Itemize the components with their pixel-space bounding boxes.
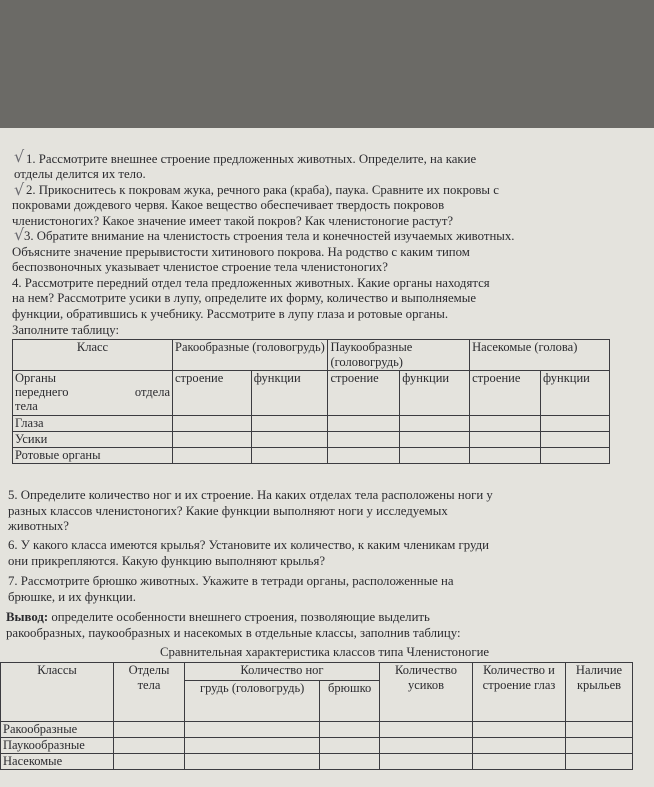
table-cell[interactable]	[328, 448, 400, 464]
organs-table	[12, 339, 610, 464]
check-mark-icon: √	[14, 147, 25, 166]
body-label: тела	[15, 399, 38, 413]
header-classes: Классы	[1, 663, 114, 722]
table-cell[interactable]	[114, 754, 185, 770]
row-label-antennae: Усики	[13, 432, 173, 448]
row-label-arachnids: Паукообразные	[1, 738, 114, 754]
task-1-line-1: 1. Рассмотрите внешнее строение предложенных животных. Определите, на какие	[26, 152, 477, 166]
organs-label: Органы	[15, 371, 57, 385]
task-4-line-1: 4. Рассмотрите передний отдел тела предложенных животных. Какие органы находятся	[12, 276, 490, 290]
table-cell[interactable]	[400, 432, 470, 448]
task-3-line-3: беспозвоночных указывает членистое строение тела членистоногих?	[12, 260, 388, 274]
table-cell[interactable]	[173, 432, 252, 448]
table-header-class: Класс	[13, 340, 173, 371]
table-header-arachnids: Паукообразные (головогрудь)	[328, 340, 470, 371]
comparison-table-title: Сравнительная характеристика классов типа Членистоногие	[160, 645, 490, 659]
table-cell[interactable]	[566, 738, 633, 754]
table-row	[1, 754, 633, 770]
check-mark-icon: √	[14, 180, 25, 199]
table-cell[interactable]	[114, 722, 185, 738]
table-cell[interactable]	[328, 416, 400, 432]
table-row	[13, 432, 610, 448]
task-4-line-4: Заполните таблицу:	[12, 323, 120, 337]
table-cell[interactable]	[380, 722, 473, 738]
check-mark-icon: √	[14, 225, 25, 244]
task-6-line-2: они прикрепляются. Какую функцию выполняют крылья?	[8, 554, 326, 568]
task-5-line-2: разных классов членистоногих? Какие функции выполняют ноги у исследуемых	[8, 504, 448, 518]
table-cell[interactable]	[400, 416, 470, 432]
table-cell[interactable]	[251, 416, 328, 432]
table-cell[interactable]	[173, 448, 252, 464]
section-label: отдела	[134, 385, 170, 399]
task-3-line-1: 3. Обратите внимание на членистость строения тела и конечностей изучаемых животных.	[24, 229, 515, 243]
table-cell[interactable]	[540, 416, 609, 432]
task-2-line-1: 2. Прикоснитесь к покровам жука, речного рака (краба), паука. Сравните их покровы с	[26, 183, 499, 197]
table-cell[interactable]	[470, 416, 541, 432]
subheader-function: функции	[540, 371, 609, 416]
table-cell[interactable]	[320, 722, 380, 738]
subheader-structure: строение	[173, 371, 252, 416]
row-label-eyes: Глаза	[13, 416, 173, 432]
header-eyes: Количество и строение глаз	[473, 663, 566, 722]
conclusion-label: Вывод:	[6, 610, 49, 624]
task-1-line-2: отделы делится их тело.	[14, 167, 146, 181]
conclusion-line-2: ракообразных, паукообразных и насекомых в отдельные классы, заполнив таблицу:	[6, 626, 461, 640]
table-row	[1, 722, 633, 738]
table-cell[interactable]	[251, 448, 328, 464]
table-cell[interactable]	[566, 754, 633, 770]
header-antennae-count: Количество усиков	[380, 663, 473, 722]
row-label-mouthparts: Ротовые органы	[13, 448, 173, 464]
table-cell[interactable]	[185, 722, 320, 738]
header-body-sections: Отделы тела	[114, 663, 185, 722]
header-leg-count: Количество ног	[185, 663, 380, 681]
task-2-line-3: членистоногих? Какое значение имеет такой покров? Как членистоногие растут?	[12, 214, 454, 228]
table-row	[13, 448, 610, 464]
task-5-line-1: 5. Определите количество ног и их строение. На каких отделах тела расположены ноги у	[8, 488, 493, 502]
task-7-line-1: 7. Рассмотрите брюшко животных. Укажите в тетради органы, расположенные на	[8, 574, 454, 588]
comparison-table	[0, 662, 633, 770]
subheader-structure: строение	[328, 371, 400, 416]
task-2-line-2: покровами дождевого червя. Какое вещество обеспечивает твердость покровов	[12, 198, 445, 212]
table-cell[interactable]	[540, 448, 609, 464]
table-cell[interactable]	[380, 754, 473, 770]
table-header-insects: Насекомые (голова)	[470, 340, 610, 371]
header-abdomen: брюшко	[320, 680, 380, 721]
table-cell[interactable]	[173, 416, 252, 432]
table-cell[interactable]	[380, 738, 473, 754]
table-cell[interactable]	[473, 754, 566, 770]
table-cell[interactable]	[473, 738, 566, 754]
table-cell[interactable]	[185, 738, 320, 754]
table-header-crustaceans: Ракообразные (головогрудь)	[173, 340, 328, 371]
table-cell[interactable]	[470, 448, 541, 464]
table-cell[interactable]	[320, 754, 380, 770]
subheader-function: функции	[251, 371, 328, 416]
table-cell[interactable]	[320, 738, 380, 754]
conclusion-text: определите особенности внешнего строения, позволяющие выделить	[51, 610, 430, 624]
row-label-insects: Насекомые	[1, 754, 114, 770]
conclusion-line-1	[6, 610, 430, 625]
task-3-line-2: Объясните значение прерывистости хитинового покрова. На родство с каким типом	[12, 245, 470, 259]
task-4-line-2: на нем? Рассмотрите усики в лупу, определите их форму, количество и выполняемые	[12, 291, 477, 305]
table-cell[interactable]	[251, 432, 328, 448]
front-section-label	[15, 385, 170, 399]
table-row	[13, 416, 610, 432]
table-cell[interactable]	[185, 754, 320, 770]
subheader-structure: строение	[470, 371, 541, 416]
task-4-line-3: функции, обратившись к учебнику. Рассмотрите в лупу глаза и ротовые органы.	[12, 307, 449, 321]
row-header-organs	[13, 371, 173, 416]
header-thorax: грудь (головогрудь)	[185, 680, 320, 721]
table-cell[interactable]	[540, 432, 609, 448]
subheader-function: функции	[400, 371, 470, 416]
row-label-crustaceans: Ракообразные	[1, 722, 114, 738]
table-cell[interactable]	[400, 448, 470, 464]
task-5-line-3: животных?	[8, 519, 69, 533]
table-cell[interactable]	[473, 722, 566, 738]
task-7-line-2: брюшке, и их функции.	[8, 590, 136, 604]
table-cell[interactable]	[470, 432, 541, 448]
worksheet-page	[0, 128, 654, 787]
table-cell[interactable]	[328, 432, 400, 448]
table-row	[1, 738, 633, 754]
front-label: переднего	[15, 385, 69, 399]
task-6-line-1: 6. У какого класса имеются крылья? Установите их количество, к каким членикам груди	[8, 538, 489, 552]
table-cell[interactable]	[566, 722, 633, 738]
table-cell[interactable]	[114, 738, 185, 754]
header-wings: Наличие крыльев	[566, 663, 633, 722]
